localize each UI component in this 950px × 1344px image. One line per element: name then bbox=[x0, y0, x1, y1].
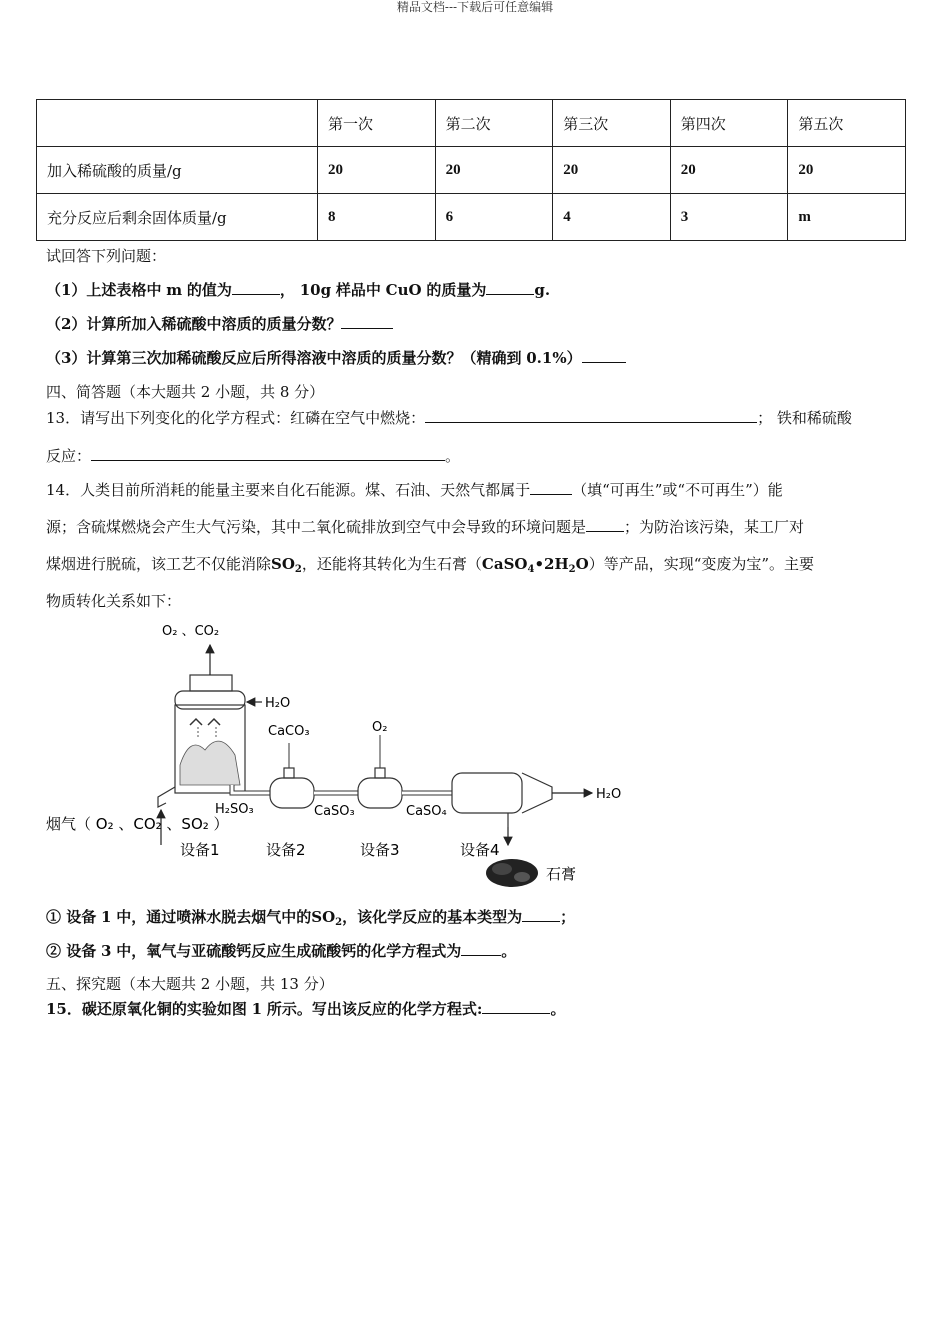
q14-s2-end: 。 bbox=[501, 942, 517, 960]
q13-end: 。 bbox=[445, 447, 461, 465]
q12-part3 bbox=[46, 348, 626, 368]
q14-formula-a: CaSO bbox=[481, 555, 528, 573]
q14-sub2 bbox=[46, 941, 516, 961]
q14-text4: ；为防治该污染，某工厂对 bbox=[624, 518, 805, 536]
q13-text3: 反应： bbox=[46, 447, 92, 465]
q14-s1-end: ； bbox=[560, 908, 576, 926]
answer-blank[interactable] bbox=[522, 907, 560, 922]
q12-part1 bbox=[46, 280, 550, 300]
q13-line2 bbox=[46, 446, 460, 466]
q14-so2: SO bbox=[271, 555, 295, 573]
q13-line1 bbox=[46, 408, 852, 428]
q12-p1-formula: CuO bbox=[385, 281, 422, 299]
label-caso4: CaSO₄ bbox=[406, 804, 447, 819]
column-header: 第三次 bbox=[553, 100, 671, 147]
row-label: 加入稀硫酸的质量/g bbox=[37, 147, 318, 194]
q15-line bbox=[46, 999, 565, 1019]
q14-line4: 物质转化关系如下： bbox=[46, 592, 182, 610]
label-water-in: H₂O bbox=[265, 696, 291, 711]
q14-text6: ，还能将其转化为生石膏（ bbox=[301, 555, 482, 573]
q12-p1-mass: 10g bbox=[299, 281, 332, 299]
table-header-row bbox=[37, 100, 906, 147]
q15-text: 15．碳还原氧化铜的实验如图 bbox=[46, 1000, 247, 1018]
answer-blank[interactable] bbox=[530, 480, 572, 495]
label-device4: 设备4 bbox=[460, 841, 500, 859]
answer-blank[interactable] bbox=[341, 314, 393, 329]
answer-blank[interactable] bbox=[461, 941, 501, 956]
table-cell: 8 bbox=[318, 194, 436, 241]
table-cell: 6 bbox=[435, 194, 553, 241]
label-gypsum: 石膏 bbox=[546, 865, 577, 883]
device2-reactor bbox=[270, 768, 314, 808]
table-corner-cell bbox=[37, 100, 318, 147]
q12-part2 bbox=[46, 314, 393, 334]
section5-title: 五、探究题（本大题共 2 小题，共 13 分） bbox=[46, 975, 334, 993]
answer-blank[interactable] bbox=[586, 517, 624, 532]
answer-blank[interactable] bbox=[582, 348, 626, 363]
q14-formula-b: •2H bbox=[534, 555, 569, 573]
q14-s2-text2: 中，氧气与亚硫酸钙反应生成硫酸钙的化学方程式为 bbox=[116, 942, 462, 960]
table-row bbox=[37, 194, 906, 241]
q14-text5: 煤烟进行脱硫，该工艺不仅能消除 bbox=[46, 555, 272, 573]
page-header: 精品文档---下载后可任意编辑 bbox=[396, 0, 554, 14]
q14-s1-so2: SO bbox=[311, 908, 336, 926]
q14-text7: ）等产品，实现“变废为宝”。主要 bbox=[588, 555, 815, 573]
q12-p3-precision: 0.1% bbox=[526, 349, 567, 367]
q15-end: 。 bbox=[550, 1000, 566, 1018]
table-cell: 20 bbox=[435, 147, 553, 194]
answer-blank[interactable] bbox=[232, 280, 280, 295]
table-cell: m bbox=[788, 194, 906, 241]
answer-blank[interactable] bbox=[486, 280, 534, 295]
label-o2: O₂ bbox=[372, 720, 388, 735]
column-header: 第二次 bbox=[435, 100, 553, 147]
results-table bbox=[36, 99, 906, 241]
q12-p1-text: （1）上述表格中 bbox=[46, 281, 162, 299]
q14-text3: 源；含硫煤燃烧会产生大气污染，其中二氧化硫排放到空气中会导致的环境问题是 bbox=[46, 518, 587, 536]
answer-blank[interactable] bbox=[425, 408, 757, 423]
table-cell: 20 bbox=[318, 147, 436, 194]
q12-p1-comma: ， bbox=[279, 281, 295, 299]
row-label: 充分反应后剩余固体质量/g bbox=[37, 194, 318, 241]
q14-sub1 bbox=[46, 907, 575, 933]
label-caco3: CaCO₃ bbox=[268, 724, 310, 739]
q14-s1-text3: ，该化学反应的基本类型为 bbox=[342, 908, 523, 926]
device3-reactor bbox=[358, 768, 402, 808]
section4-title: 四、简答题（本大题共 2 小题，共 8 分） bbox=[46, 383, 325, 401]
q14-line1 bbox=[46, 480, 783, 500]
q14-s1-text: ① 设备 bbox=[46, 908, 97, 926]
q12-p1-text2: 的值为 bbox=[186, 281, 232, 299]
q13-text2: ； 铁和稀硫酸 bbox=[757, 409, 852, 427]
q14-s1-num: 1 bbox=[101, 908, 112, 926]
label-device2: 设备2 bbox=[266, 841, 306, 859]
process-diagram bbox=[40, 615, 640, 895]
answer-blank[interactable] bbox=[91, 446, 445, 461]
q14-line2 bbox=[46, 517, 804, 537]
q12-p3-text: （3）计算第三次加稀硫酸反应后所得溶液中溶质的质量分数？（精确到 bbox=[46, 349, 522, 367]
q14-s1-so2-sub: 2 bbox=[335, 917, 343, 928]
label-water-out: H₂O bbox=[596, 787, 622, 802]
q15-text2: 所示。写出该反应的化学方程式: bbox=[266, 1000, 483, 1018]
q13-text: 13．请写出下列变化的化学方程式：红磷在空气中燃烧： bbox=[46, 409, 426, 427]
q14-formula-sub2: 2 bbox=[568, 564, 576, 575]
q12-p1-unit: g. bbox=[534, 281, 551, 299]
q14-s2-text: ② 设备 bbox=[46, 942, 97, 960]
q12-p3-close: ） bbox=[566, 349, 582, 367]
column-header: 第四次 bbox=[670, 100, 788, 147]
q14-s1-text2: 中，通过喷淋水脱去烟气中的 bbox=[116, 908, 312, 926]
gypsum-pile bbox=[486, 859, 538, 887]
label-device3: 设备3 bbox=[360, 841, 400, 859]
column-header: 第一次 bbox=[318, 100, 436, 147]
q12-p1-text4: 的质量为 bbox=[426, 281, 487, 299]
q14-line3 bbox=[46, 554, 814, 580]
q14-formula-c: O bbox=[575, 555, 589, 573]
table-cell: 20 bbox=[670, 147, 788, 194]
table-cell: 20 bbox=[553, 147, 671, 194]
q12-p1-var: m bbox=[166, 281, 183, 299]
q12-intro: 试回答下列问题： bbox=[46, 247, 167, 265]
label-flue-gas: 烟气（ O₂ 、CO₂ 、SO₂ ） bbox=[46, 815, 229, 833]
table-cell: 20 bbox=[788, 147, 906, 194]
q14-text2: （填“可再生”或“不可再生”）能 bbox=[572, 481, 783, 499]
q14-formula-sub1: 4 bbox=[527, 564, 535, 575]
label-top-gas: O₂ 、CO₂ bbox=[162, 624, 220, 639]
answer-blank[interactable] bbox=[482, 999, 550, 1014]
q15-fig-num: 1 bbox=[251, 1000, 263, 1018]
q14-s2-num: 3 bbox=[101, 942, 112, 960]
device4-separator bbox=[452, 773, 552, 827]
q12-p2-text: （2）计算所加入稀硫酸中溶质的质量分数？ bbox=[46, 315, 342, 333]
q12-p1-text3: 样品中 bbox=[335, 281, 381, 299]
q14-so2-sub: 2 bbox=[294, 564, 302, 575]
column-header: 第五次 bbox=[788, 100, 906, 147]
label-device1: 设备1 bbox=[180, 841, 220, 859]
q14-text: 14．人类目前所消耗的能量主要来自化石能源。煤、石油、天然气都属于 bbox=[46, 481, 531, 499]
label-caso3: CaSO₃ bbox=[314, 804, 355, 819]
table-cell: 4 bbox=[553, 194, 671, 241]
label-h2so3: H₂SO₃ bbox=[215, 802, 254, 817]
table-row bbox=[37, 147, 906, 194]
table-cell: 3 bbox=[670, 194, 788, 241]
